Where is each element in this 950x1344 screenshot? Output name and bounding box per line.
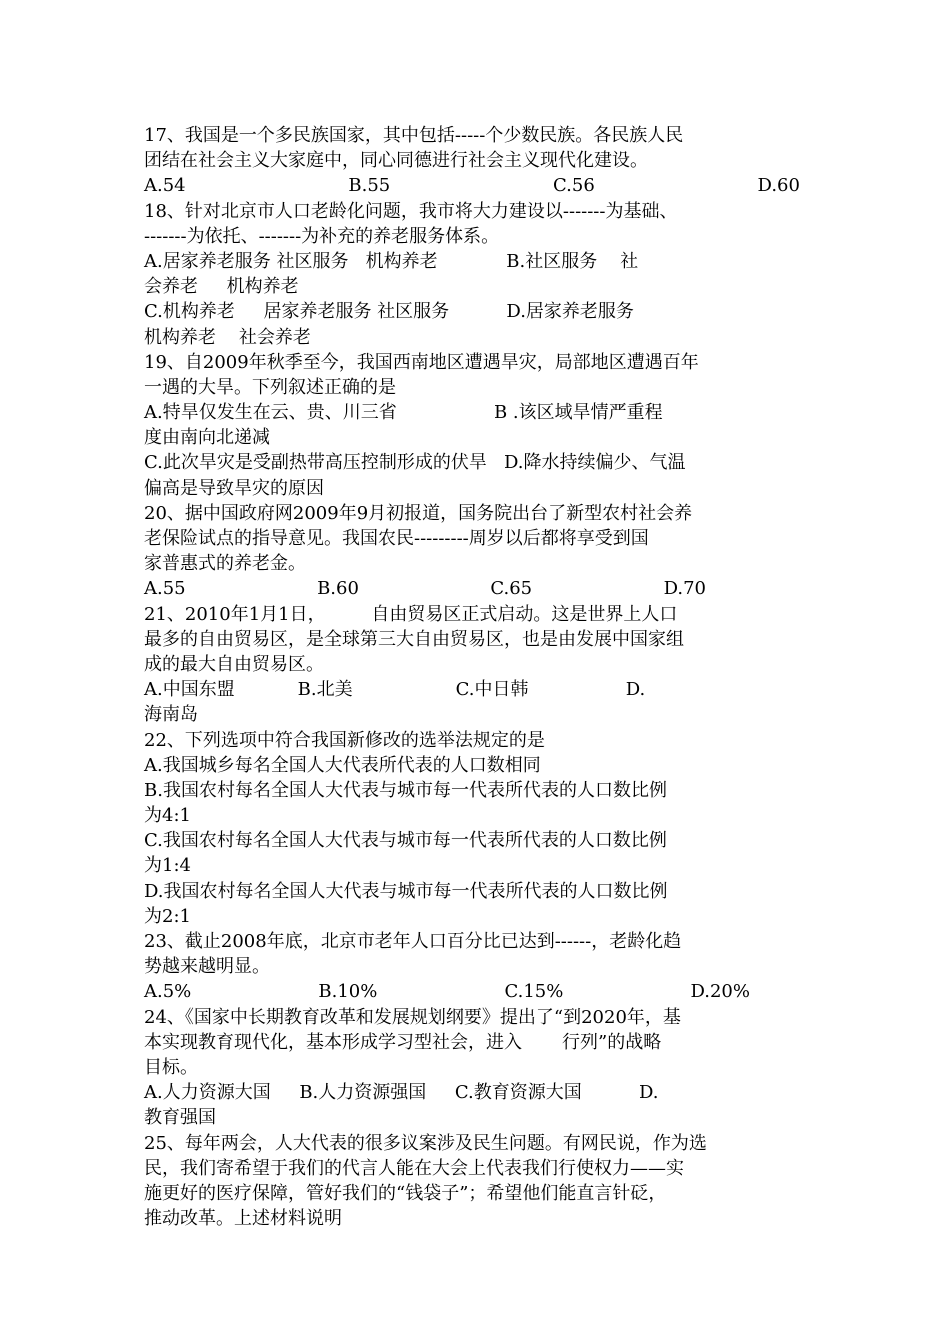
option-d: D.60	[757, 175, 800, 197]
option-line: 为2:1	[144, 905, 191, 927]
question-18	[144, 199, 806, 350]
question-text-line: 20、据中国政府网2009年9月初报道，国务院出台了新型农村社会养	[144, 502, 693, 524]
option-line: C.此次旱灾是受副热带高压控制形成的伏旱 D.降水持续偏少、气温	[144, 452, 686, 474]
option-line: D.我国农村每名全国人大代表与城市每一代表所代表的人口数比例	[144, 880, 668, 902]
option-line: 教育强国	[144, 1107, 216, 1129]
question-text-line: 目标。	[144, 1056, 198, 1078]
question-text-line: 成的最大自由贸易区。	[144, 653, 324, 675]
question-22	[144, 728, 806, 930]
option-line: 偏高是导致旱灾的原因	[144, 477, 324, 499]
option-line: 机构养老 社会养老	[144, 326, 311, 348]
question-text-line: 22、下列选项中符合我国新修改的选举法规定的是	[144, 729, 545, 751]
question-21	[144, 602, 806, 728]
question-text-line: 团结在社会主义大家庭中，同心同德进行社会主义现代化建设。	[144, 150, 648, 172]
option-a: A.5%	[144, 981, 192, 1003]
question-text-line: -------为依托、-------为补充的养老服务体系。	[144, 225, 500, 247]
option-line: A.居家养老服务 社区服务 机构养老 B.社区服务 社	[144, 250, 639, 272]
question-24	[144, 1005, 806, 1131]
option-d: D.70	[663, 578, 706, 600]
option-a: A.55	[144, 578, 186, 600]
exam-page	[144, 123, 806, 1231]
option-c: C.15%	[504, 981, 564, 1003]
option-c: C.65	[490, 578, 533, 600]
option-line: A.我国城乡每名全国人大代表所代表的人口数相同	[144, 754, 541, 776]
option-line: B.我国农村每名全国人大代表与城市每一代表所代表的人口数比例	[144, 779, 667, 801]
question-text-line: 19、自2009年秋季至今，我国西南地区遭遇旱灾，局部地区遭遇百年	[144, 351, 699, 373]
option-b: B.10%	[318, 981, 378, 1003]
option-line: A.人力资源大国 B.人力资源强国 C.教育资源大国 D.	[144, 1082, 659, 1104]
question-text-line: 21、2010年1月1日， 自由贸易区正式启动。这是世界上人口	[144, 603, 678, 625]
option-c: C.56	[553, 175, 595, 197]
question-text-line: 推动改革。上述材料说明	[144, 1208, 342, 1230]
question-text-line: 老保险试点的指导意见。我国农民---------周岁以后都将享受到国	[144, 528, 649, 549]
question-text-line: 18、针对北京市人口老龄化问题，我市将大力建设以-------为基础、	[144, 200, 678, 222]
option-d: D.20%	[690, 981, 750, 1003]
option-a: A.54	[144, 175, 186, 197]
option-line: 为4:1	[144, 805, 191, 827]
question-text-line: 家普惠式的养老金。	[144, 553, 306, 575]
option-line: C.机构养老 居家养老服务 社区服务 D.居家养老服务	[144, 301, 634, 323]
option-line: 海南岛	[144, 704, 198, 726]
question-text-line: 势越来越明显。	[144, 956, 270, 978]
option-line: 度由南向北递减	[144, 427, 270, 449]
question-19	[144, 350, 806, 501]
question-text-line: 23、截止2008年底，北京市老年人口百分比已达到------，老龄化趋	[144, 931, 682, 952]
question-23	[144, 929, 806, 1005]
question-text-line: 最多的自由贸易区，是全球第三大自由贸易区，也是由发展中国家组	[144, 628, 684, 650]
question-text-line: 25、每年两会，人大代表的很多议案涉及民生问题。有网民说，作为选	[144, 1132, 707, 1154]
option-line: 为1:4	[144, 855, 191, 877]
option-line: A.特旱仅发生在云、贵、川三省 B .该区域旱情严重程	[144, 402, 663, 424]
question-text-line: 施更好的医疗保障，管好我们的“钱袋子”；希望他们能直言针砭，	[144, 1182, 667, 1204]
question-text-line: 17、我国是一个多民族国家，其中包括-----个少数民族。各民族人民	[144, 125, 684, 146]
options-row	[144, 576, 806, 601]
option-line: C.我国农村每名全国人大代表与城市每一代表所代表的人口数比例	[144, 830, 667, 852]
question-25	[144, 1131, 806, 1232]
question-text-line: 24、《国家中长期教育改革和发展规划纲要》提出了“到2020年，基	[144, 1006, 681, 1028]
options-row	[144, 979, 806, 1004]
option-line: 会养老 机构养老	[144, 276, 299, 298]
option-line: A.中国东盟 B.北美 C.中日韩 D.	[144, 679, 646, 701]
question-text-line: 本实现教育现代化，基本形成学习型社会，进入 行列”的战略	[144, 1031, 662, 1053]
question-text-line: 一遇的大旱。下列叙述正确的是	[144, 376, 396, 398]
options-row	[144, 173, 806, 198]
option-b: B.60	[317, 578, 359, 600]
question-text-line: 民，我们寄希望于我们的代言人能在大会上代表我们行使权力——实	[144, 1157, 684, 1179]
option-b: B.55	[348, 175, 391, 197]
question-20	[144, 501, 806, 602]
question-17	[144, 123, 806, 199]
